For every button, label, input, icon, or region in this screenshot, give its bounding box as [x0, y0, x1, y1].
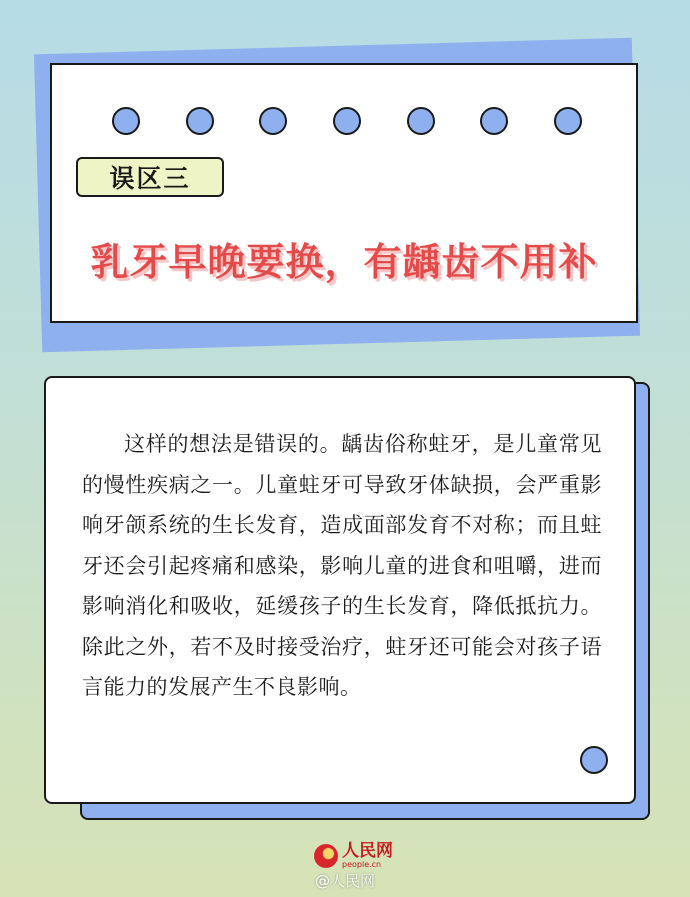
dot-icon [259, 107, 287, 135]
people-daily-logo [314, 842, 393, 870]
title-card [50, 63, 638, 323]
dot-icon [580, 746, 608, 774]
logo-emblem-icon [314, 844, 338, 868]
logo-name: 人民网 [342, 841, 393, 861]
dot-icon [554, 107, 582, 135]
dot-icon [112, 107, 140, 135]
body-card [44, 376, 636, 804]
dot-icon [480, 107, 508, 135]
watermark: @人民网 [314, 872, 375, 890]
headline: 乳牙早晚要换，有龋齿不用补 [90, 240, 598, 284]
logo-text [342, 843, 393, 869]
body-paragraph: 这样的想法是错误的。龋齿俗称蛀牙，是儿童常见的慢性疾病之一。儿童蛀牙可导致牙体缺损，会严重影响牙颌系统的生长发育，造成面部发育不对称；而且蛀牙还会引起疼痛和感染，影响儿童的进食和咀嚼，进而影响消化和吸收，延缓孩子的生长发育，降低抵抗力。除此之外，若不及时接受治疗，蛀牙还可能会对孩子语言能力的发展产生不良影响。 [82, 432, 602, 699]
decorative-dots-row [112, 107, 582, 135]
myth-badge: 误区三 [76, 157, 224, 197]
logo-domain: people.cn [342, 860, 382, 869]
dot-icon [333, 107, 361, 135]
dot-icon [407, 107, 435, 135]
dot-icon [186, 107, 214, 135]
